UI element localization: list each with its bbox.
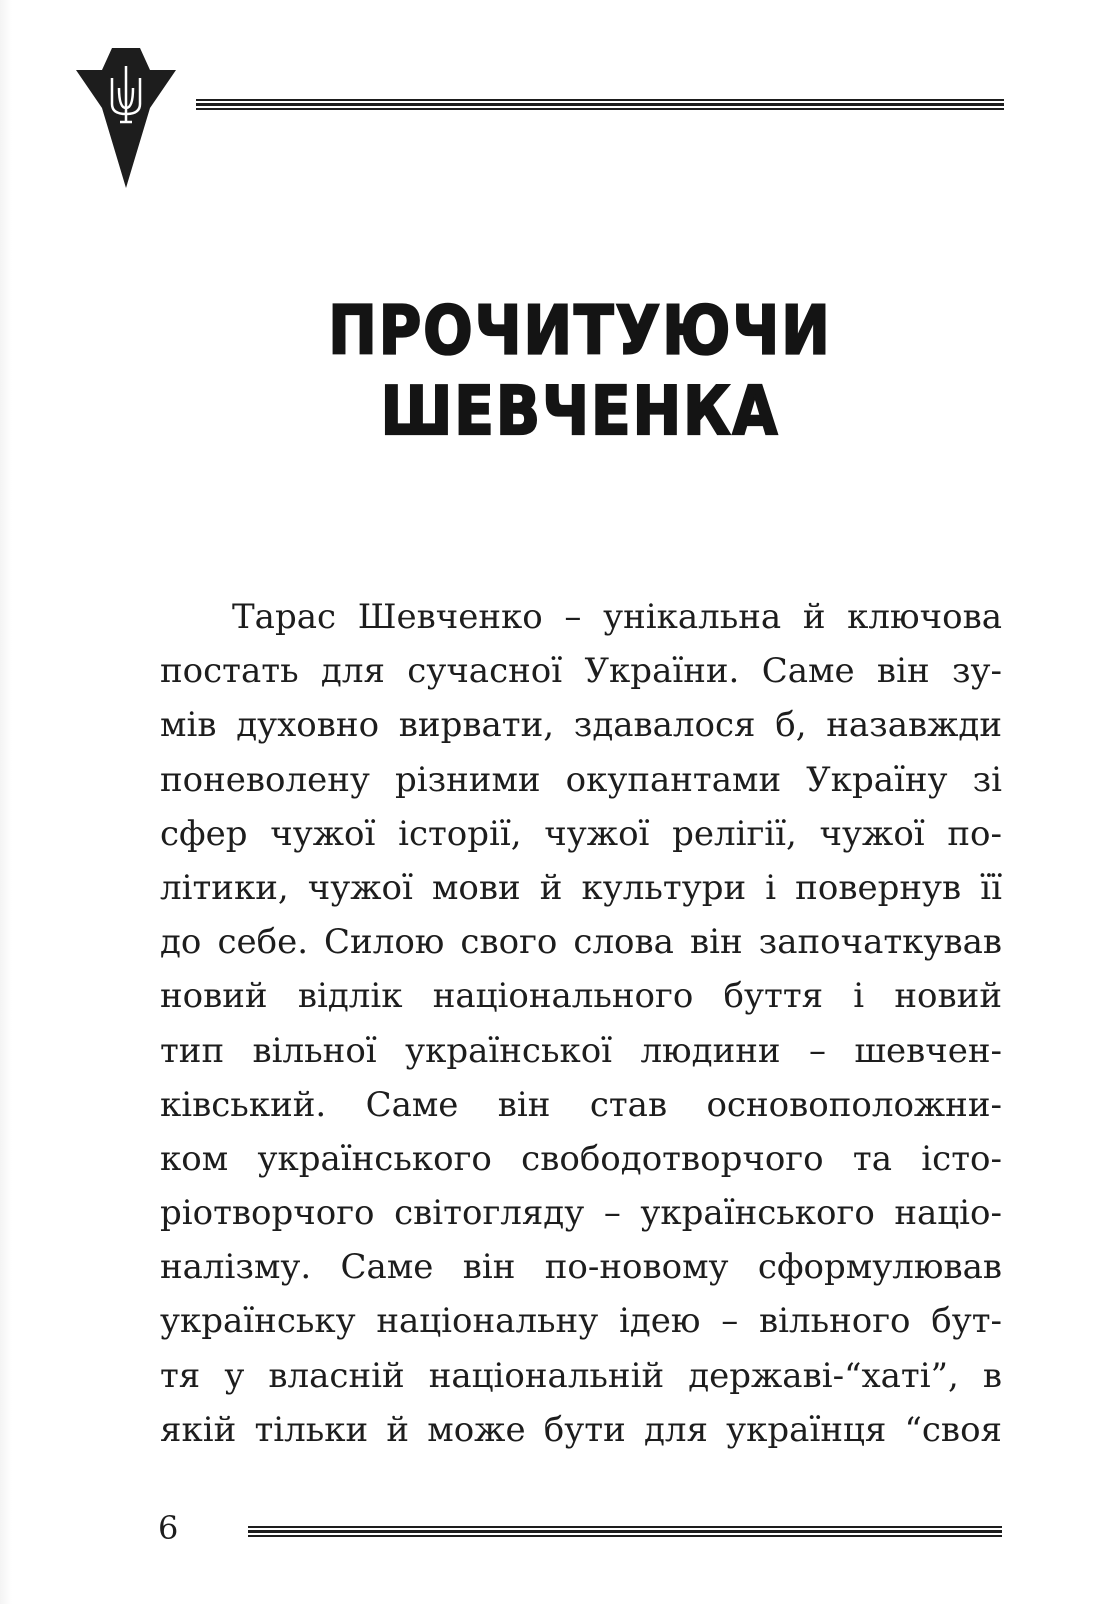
text-line: поневолену різними окупантами Україну зі: [160, 759, 1002, 800]
text-line: якій тільки й може бути для українця “своя: [160, 1409, 1002, 1450]
text-line: українську національну ідею – вільного бут-: [160, 1301, 1002, 1342]
page-number: 6: [158, 1509, 179, 1547]
text-line: ком українського свободотворчого та істо-: [160, 1138, 1002, 1179]
chapter-title-line: ШЕВЧЕНКА: [380, 371, 780, 450]
footer-rule: [248, 1526, 1002, 1538]
header-rule: [196, 99, 1004, 111]
chapter-title-line: ПРОЧИТУЮЧИ: [328, 291, 832, 370]
text-line: тя у власній національній державі-“хаті”, в: [160, 1355, 1002, 1396]
text-line: новий відлік національного буття і новий: [160, 976, 1002, 1017]
trident-emblem-icon: [76, 48, 176, 188]
body-paragraph: [160, 590, 1002, 1457]
text-line: сфер чужої історії, чужої релігії, чужої по-: [160, 813, 1002, 854]
text-line: мів духовно вирвати, здавалося б, назавжди: [160, 705, 1002, 746]
text-line: постать для сучасної України. Саме він зу-: [160, 651, 1002, 692]
text-line: ківський. Саме він став основоположни-: [160, 1084, 1002, 1125]
text-line: літики, чужої мови й культури і повернув її: [160, 867, 1002, 908]
text-line: налізму. Саме він по-новому сформулював: [160, 1247, 1002, 1288]
text-line: ріотворчого світогляду – українського націо-: [160, 1193, 1002, 1234]
text-line: тип вільної української людини – шевчен-: [160, 1030, 1002, 1071]
text-line: Тарас Шевченко – унікальна й ключова: [232, 597, 1002, 637]
chapter-title: [240, 290, 920, 451]
text-line: до себе. Силою свого слова він започаткував: [160, 922, 1002, 963]
